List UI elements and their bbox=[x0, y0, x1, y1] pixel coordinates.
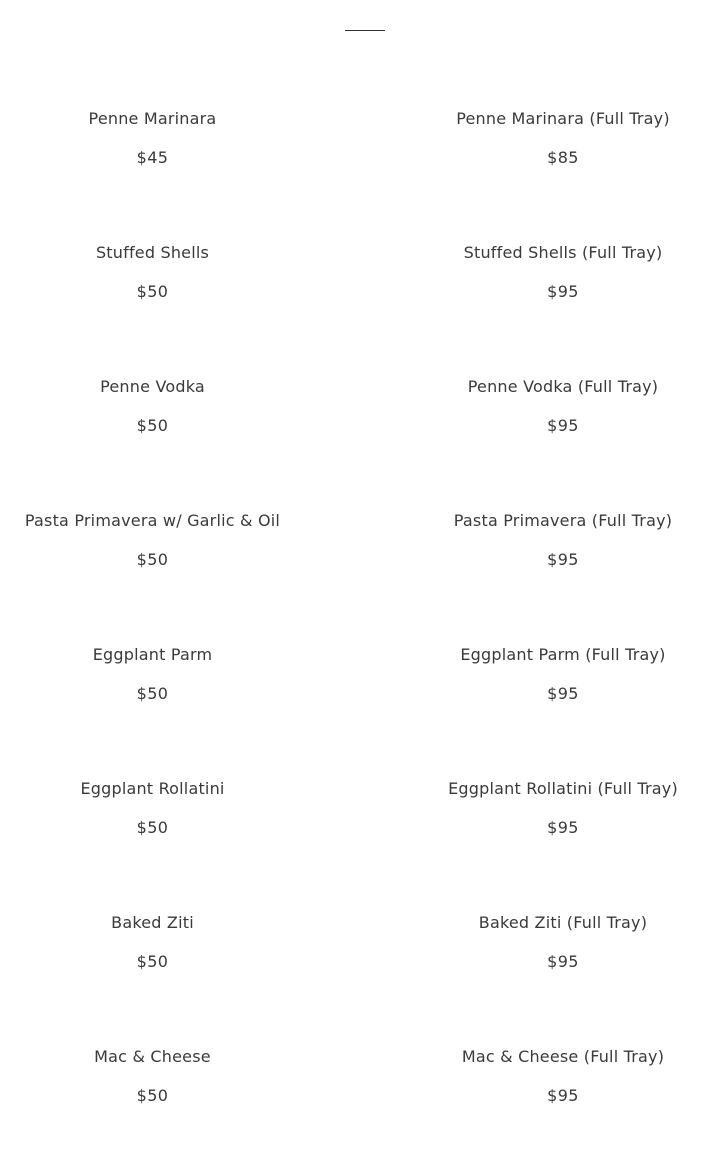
menu-item-pasta-primavera[interactable] bbox=[0, 511, 305, 570]
item-price: $95 bbox=[547, 282, 579, 301]
item-name: Eggplant Parm (Full Tray) bbox=[460, 645, 666, 664]
menu-item-penne-marinara[interactable] bbox=[0, 109, 305, 168]
item-name: Eggplant Rollatini (Full Tray) bbox=[448, 779, 678, 798]
menu-item-stuffed-shells-full-tray[interactable] bbox=[410, 243, 710, 302]
item-price: $85 bbox=[547, 148, 579, 167]
item-price: $50 bbox=[136, 416, 169, 435]
item-price: $50 bbox=[136, 550, 169, 569]
item-price: $45 bbox=[136, 148, 169, 167]
item-price: $95 bbox=[547, 952, 579, 971]
item-price: $95 bbox=[547, 1086, 579, 1105]
item-price: $50 bbox=[136, 684, 169, 703]
menu-item-mac-and-cheese-full-tray[interactable] bbox=[410, 1047, 710, 1106]
menu-item-baked-ziti-full-tray[interactable] bbox=[410, 913, 710, 972]
menu-item-eggplant-parm[interactable] bbox=[0, 645, 305, 704]
item-price: $50 bbox=[136, 952, 169, 971]
menu-item-eggplant-rollatini[interactable] bbox=[0, 779, 305, 838]
item-name: Pasta Primavera (Full Tray) bbox=[453, 511, 673, 530]
item-name: Mac & Cheese bbox=[94, 1047, 211, 1066]
item-name: Pasta Primavera w/ Garlic & Oil bbox=[24, 511, 281, 530]
header-divider bbox=[345, 30, 385, 31]
item-name: Penne Marinara (Full Tray) bbox=[456, 109, 670, 128]
section-header bbox=[0, 0, 710, 40]
menu-item-penne-vodka[interactable] bbox=[0, 377, 305, 436]
menu-item-eggplant-parm-full-tray[interactable] bbox=[410, 645, 710, 704]
item-name: Baked Ziti bbox=[111, 913, 194, 932]
item-name: Penne Vodka bbox=[100, 377, 205, 396]
item-price: $50 bbox=[136, 818, 169, 837]
item-price: $95 bbox=[547, 818, 579, 837]
menu-item-pasta-primavera-full-tray[interactable] bbox=[410, 511, 710, 570]
item-price: $95 bbox=[547, 550, 579, 569]
item-price: $95 bbox=[547, 416, 579, 435]
menu-item-mac-and-cheese[interactable] bbox=[0, 1047, 305, 1106]
menu-item-penne-marinara-full-tray[interactable] bbox=[410, 109, 710, 168]
item-name: Penne Vodka (Full Tray) bbox=[467, 377, 659, 396]
item-name: Eggplant Parm bbox=[92, 645, 213, 664]
item-name: Eggplant Rollatini bbox=[80, 779, 225, 798]
item-name: Stuffed Shells (Full Tray) bbox=[463, 243, 663, 262]
item-price: $95 bbox=[547, 684, 579, 703]
item-name: Baked Ziti (Full Tray) bbox=[478, 913, 648, 932]
item-price: $50 bbox=[136, 1086, 169, 1105]
menu-item-baked-ziti[interactable] bbox=[0, 913, 305, 972]
menu-item-penne-vodka-full-tray[interactable] bbox=[410, 377, 710, 436]
menu-item-stuffed-shells[interactable] bbox=[0, 243, 305, 302]
item-price: $50 bbox=[136, 282, 169, 301]
item-name: Penne Marinara bbox=[88, 109, 217, 128]
menu-item-eggplant-rollatini-full-tray[interactable] bbox=[410, 779, 710, 838]
item-name: Mac & Cheese (Full Tray) bbox=[461, 1047, 665, 1066]
item-name: Stuffed Shells bbox=[95, 243, 210, 262]
